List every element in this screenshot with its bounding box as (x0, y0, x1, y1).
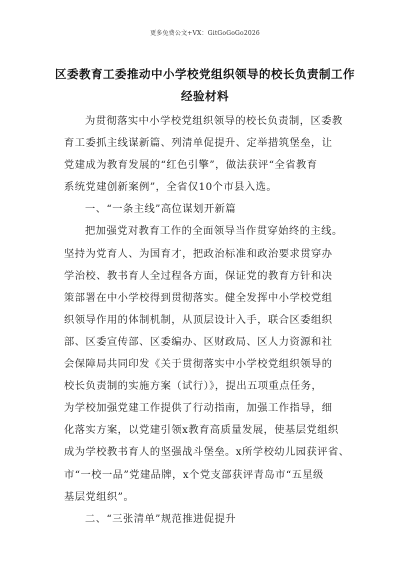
paragraph-line: 为学校加强党建工作提供了行动指南，加强工作指导，细 (64, 403, 333, 415)
section-heading-2: 二、“三张清单”规范推进促提升 (85, 513, 237, 525)
paragraph-line: 坚持为党育人、为国育才，把政治标准和政治要求贯穿办 (64, 248, 333, 260)
paragraph-line: 成为学校教书育人的坚强战斗堡垒。x所学校幼儿园获评省、 (64, 447, 350, 459)
paragraph-line: 会保障局共同印发《关于贯彻落实中小学校党组织领导的 (64, 359, 333, 371)
paragraph-line: 为贯彻落实中小学校党组织领导的校长负责制，区委教 (85, 116, 343, 127)
paragraph-line: 织领导作用的体制机制，从顶层设计入手，联合区委组织 (64, 314, 333, 326)
paragraph-line: 校长负责制的实施方案（试行）》，提出五项重点任务， (64, 381, 323, 393)
paragraph-line: 基层党组织”。 (64, 491, 135, 503)
paragraph-line: 部、区委宣传部、区委编办、区财政局、区人力资源和社 (64, 336, 333, 348)
section-heading-1: 一、“一条主线”高位谋划开新篇 (85, 204, 237, 216)
document-title-line-2: 经验材料 (181, 89, 229, 103)
paragraph-line: 化落实方案，以党建引领x教育高质量发展，使基层党组织 (64, 425, 339, 437)
paragraph-line: 策部署在中小学校得到贯彻落实。健全发挥中小学校党组 (64, 292, 333, 304)
document-header-note: 更多免费公文+VX：GitGoGoGo2026 (150, 30, 260, 37)
paragraph-line: 系统党建创新案例”，全省仅10个市县入选。 (64, 182, 278, 194)
paragraph-line: 市“一校一品”党建品牌，x个党支部获评青岛市“五星级 (64, 469, 324, 481)
paragraph-line: 把加强党对教育工作的全面领导当作贯穿始终的主线。 (85, 226, 343, 238)
paragraph-line: 党建成为教育发展的“红色引擎”，做法获评“全省教育 (64, 160, 318, 172)
document-title-line-1: 区委教育工委推动中小学校党组织领导的校长负责制工作 (55, 67, 355, 81)
document-body (64, 111, 360, 531)
paragraph-line: 学治校、教书育人全过程各方面，保证党的教育方针和决 (64, 270, 333, 282)
paragraph-line: 育工委抓主线谋新篇、列清单促提升、定举措筑堡垒，让 (64, 138, 333, 150)
